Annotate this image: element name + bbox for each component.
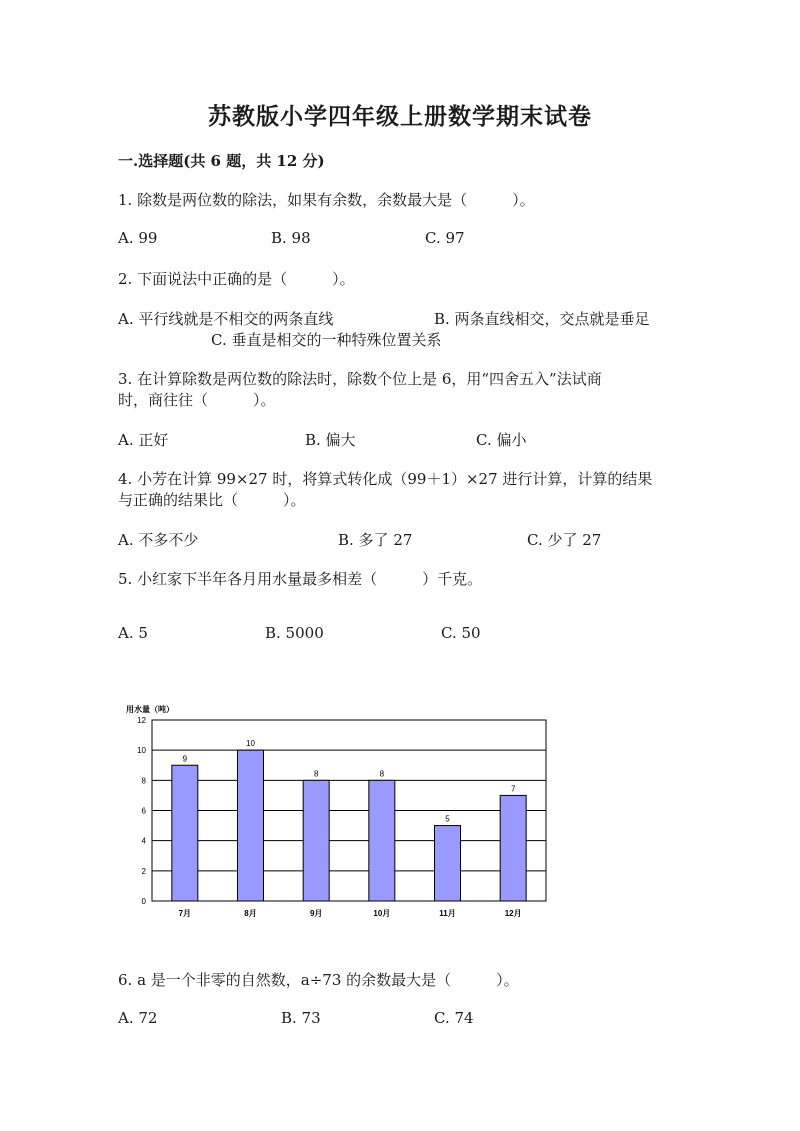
q3-option-c[interactable]: C. 偏小 <box>476 431 527 449</box>
question-1: 1. 除数是两位数的除法，如果有余数，余数最大是（ ）。 <box>118 191 535 209</box>
data-label: 5 <box>445 814 450 824</box>
section-heading: 一.选择题(共 6 题，共 12 分) <box>118 152 325 170</box>
q4-option-b[interactable]: B. 多了 27 <box>338 531 413 549</box>
question-6: 6. a 是一个非零的自然数，a÷73 的余数最大是（ ）。 <box>118 971 519 989</box>
y-tick-label: 4 <box>141 836 146 846</box>
q2-option-a[interactable]: A. 平行线就是不相交的两条直线 <box>118 310 334 328</box>
y-tick-label: 6 <box>141 806 146 816</box>
y-tick-label: 8 <box>141 776 146 786</box>
y-tick-label: 12 <box>137 716 146 725</box>
question-3: 3. 在计算除数是两位数的除法时，除数个位上是 6，用“四舍五入”法试商 <box>118 370 602 388</box>
data-label: 8 <box>313 769 319 779</box>
x-tick-label: 12月 <box>504 909 522 918</box>
q3-option-a[interactable]: A. 正好 <box>118 431 169 449</box>
page-title: 苏教版小学四年级上册数学期末试卷 <box>208 103 592 130</box>
q6-option-c[interactable]: C. 74 <box>434 1009 474 1027</box>
x-tick-label: 9月 <box>309 909 323 918</box>
q4-option-c[interactable]: C. 少了 27 <box>527 531 602 549</box>
x-tick-label: 10月 <box>373 909 391 918</box>
q5-option-a[interactable]: A. 5 <box>118 624 148 642</box>
bar <box>238 750 264 901</box>
q1-option-b[interactable]: B. 98 <box>271 229 311 247</box>
water-usage-bar-chart <box>118 700 558 930</box>
q1-option-c[interactable]: C. 97 <box>425 229 465 247</box>
bar <box>369 780 395 901</box>
bar <box>435 826 461 901</box>
q6-option-b[interactable]: B. 73 <box>281 1009 321 1027</box>
x-tick-label: 8月 <box>244 909 257 918</box>
y-tick-label: 10 <box>137 746 146 756</box>
data-label: 8 <box>379 769 385 779</box>
bar <box>172 765 198 901</box>
x-tick-label: 11月 <box>439 909 456 918</box>
y-tick-label: 2 <box>141 866 146 876</box>
y-tick-label: 0 <box>141 897 146 906</box>
question-5: 5. 小红家下半年各月用水量最多相差（ ）千克。 <box>118 570 483 588</box>
data-label: 7 <box>510 784 516 794</box>
question-4-continued: 与正确的结果比（ ）。 <box>118 491 306 509</box>
chart-title: 用水量（吨） <box>126 705 174 714</box>
q5-option-c[interactable]: C. 50 <box>441 624 481 642</box>
question-4: 4. 小芳在计算 99×27 时，将算式转化成（99＋1）×27 进行计算，计算的结果 <box>118 470 653 488</box>
bar <box>303 780 329 901</box>
question-2: 2. 下面说法中正确的是（ ）。 <box>118 270 355 288</box>
q3-option-b[interactable]: B. 偏大 <box>305 431 356 449</box>
q2-option-c[interactable]: C. 垂直是相交的一种特殊位置关系 <box>211 331 442 349</box>
q2-option-b[interactable]: B. 两条直线相交，交点就是垂足 <box>434 310 650 328</box>
q6-option-a[interactable]: A. 72 <box>118 1009 158 1027</box>
q1-option-a[interactable]: A. 99 <box>118 229 158 247</box>
question-3-continued: 时，商往往（ ）。 <box>118 391 276 409</box>
data-label: 10 <box>246 739 255 749</box>
data-label: 9 <box>182 754 188 764</box>
x-tick-label: 7月 <box>178 909 192 918</box>
q5-option-b[interactable]: B. 5000 <box>265 624 324 642</box>
bar <box>500 795 526 901</box>
q4-option-a[interactable]: A. 不多不少 <box>118 531 199 549</box>
